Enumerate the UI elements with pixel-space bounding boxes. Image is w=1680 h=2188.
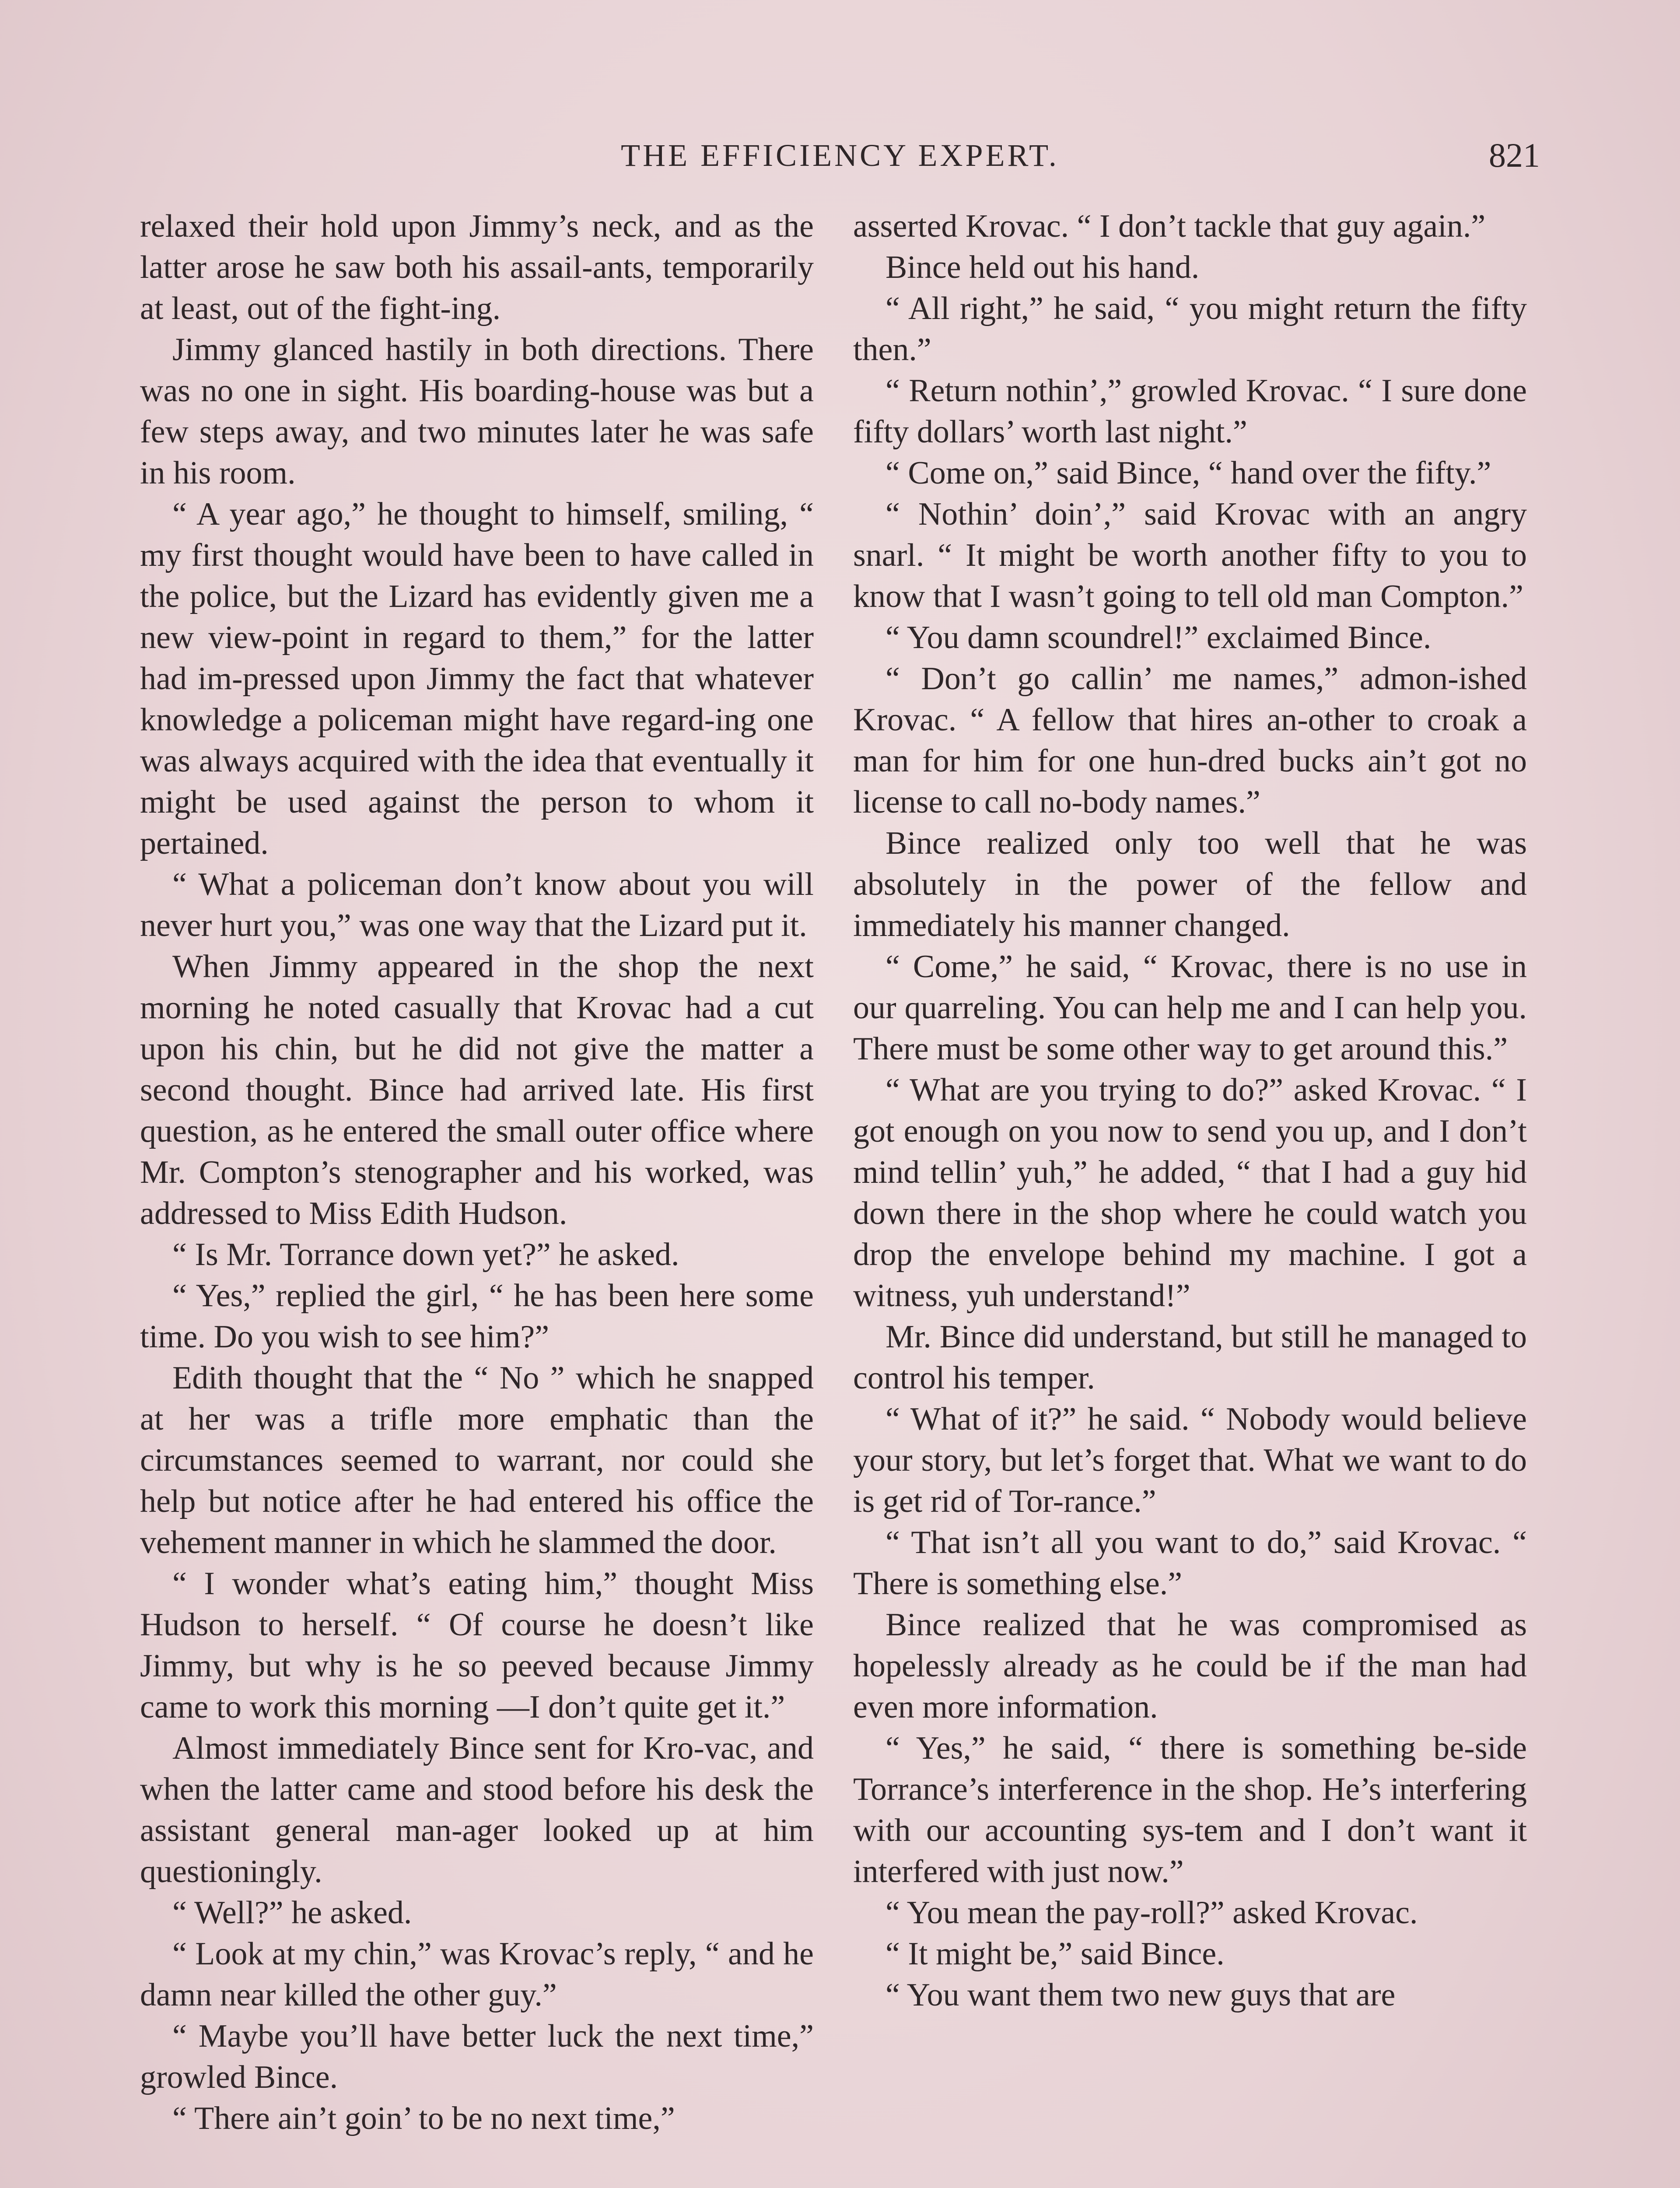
paragraph: Mr. Bince did understand, but still he managed to control his temper. [853, 1319, 1527, 1396]
left-column [140, 206, 814, 2139]
paragraph: “ Nothin’ doin’,” said Krovac with an angry snarl. “ It might be worth another fifty to you to know that I wasn’t going to tell old man Compton.” [853, 496, 1527, 614]
paragraph: “ There ain’t goin’ to be no next time,” [172, 2100, 675, 2136]
page-number: 821 [1489, 136, 1540, 174]
paragraph: Jimmy glanced hastily in both directions. There was no one in sight. His boarding-house was but a few steps away, and two minutes later he was safe in his room. [140, 332, 814, 491]
paragraph: Edith thought that the “ No ” which he snapped at her was a trifle more emphatic than the circumstances seemed to warrant, nor could she help but notice after he had entered his office the vehement manner in which he slammed the door. [140, 1360, 814, 1560]
paragraph: “ Come,” he said, “ Krovac, there is no use in our quarreling. You can help me and I can help you. There must be some other way to get around this.” [853, 949, 1527, 1067]
paragraph: “ A year ago,” he thought to himself, smiling, “ my first thought would have been to have called in the police, but the Lizard has evidently given me a new view-point in regard to them,” for the latter had im-pressed upon Jimmy the fact that whatever knowledge a policeman might have regard-ing one was always acquired with the idea that eventually it might be used against the person to whom it pertained. [140, 496, 814, 861]
paragraph: “ All right,” he said, “ you might return the fifty then.” [853, 291, 1527, 368]
paragraph: “ What are you trying to do?” asked Krovac. “ I got enough on you now to send you up, and I don’t mind tellin’ yuh,” he added, “ that I had a guy hid down there in the shop where he could watch you drop the envelope behind my machine. I got a witness, yuh understand!” [853, 1072, 1527, 1314]
paragraph: “ That isn’t all you want to do,” said Krovac. “ There is something else.” [853, 1525, 1527, 1602]
paragraph: Bince realized that he was compromised as hopelessly already as he could be if the man had even more information. [853, 1607, 1527, 1725]
paragraph: “ Come on,” said Bince, “ hand over the fifty.” [886, 455, 1491, 491]
paragraph: “ Return nothin’,” growled Krovac. “ I sure done fifty dollars’ worth last night.” [853, 373, 1527, 450]
paragraph: Bince held out his hand. [886, 249, 1200, 285]
paragraph: “ I wonder what’s eating him,” thought Miss Hudson to herself. “ Of course he doesn’t like Jimmy, but why is he so peeved because Jimmy came to work this morning —I don’t quite get it.” [140, 1566, 814, 1725]
paragraph: “ Maybe you’ll have better luck the next time,” growled Bince. [140, 2018, 814, 2095]
paragraph: “ It might be,” said Bince. [886, 1936, 1225, 1972]
paragraph: “ Well?” he asked. [172, 1895, 412, 1931]
paragraph: “ Look at my chin,” was Krovac’s reply, “ and he damn near killed the other guy.” [140, 1936, 814, 2013]
paragraph: relaxed their hold upon Jimmy’s neck, and as the latter arose he saw both his assail-ants, temporarily at least, out of the fight-ing. [140, 208, 814, 326]
paragraph: “ You mean the pay-roll?” asked Krovac. [886, 1895, 1418, 1931]
paragraph: When Jimmy appeared in the shop the next morning he noted casually that Krovac had a cut upon his chin, but he did not give the matter a second thought. Bince had arrived late. His first question, as he entered the small outer office where Mr. Compton’s stenographer and his worked, was addressed to Miss Edith Hudson. [140, 949, 814, 1231]
paragraph: “ You want them two new guys that are [886, 1977, 1396, 2013]
paragraph: “ Don’t go callin’ me names,” admon-ished Krovac. “ A fellow that hires an-other to croak a man for him for one hun-dred bucks ain’t got no license to call no-body names.” [853, 661, 1527, 820]
paragraph: Bince realized only too well that he was absolutely in the power of the fellow and immediately his manner changed. [853, 825, 1527, 943]
page-header [140, 131, 1540, 179]
paragraph: “ What of it?” he said. “ Nobody would believe your story, but let’s forget that. What we want to do is get rid of Tor-rance.” [853, 1401, 1527, 1519]
paragraph: Almost immediately Bince sent for Kro-vac, and when the latter came and stood before his desk the assistant general man-ager looked up at him questioningly. [140, 1730, 814, 1890]
paragraph: “ Yes,” he said, “ there is something be-side Torrance’s interference in the shop. He’s interfering with our accounting sys-tem and I don’t want it interfered with just now.” [853, 1730, 1527, 1890]
right-column [853, 206, 1527, 2016]
running-head: THE EFFICIENCY EXPERT. [621, 138, 1059, 173]
paragraph: “ Is Mr. Torrance down yet?” he asked. [172, 1237, 679, 1273]
paragraph: “ You damn scoundrel!” exclaimed Bince. [886, 620, 1432, 656]
paragraph: “ What a policeman don’t know about you will never hurt you,” was one way that the Lizard put it. [140, 866, 814, 943]
paragraph: asserted Krovac. “ I don’t tackle that guy again.” [853, 208, 1486, 244]
paragraph: “ Yes,” replied the girl, “ he has been here some time. Do you wish to see him?” [140, 1278, 814, 1355]
